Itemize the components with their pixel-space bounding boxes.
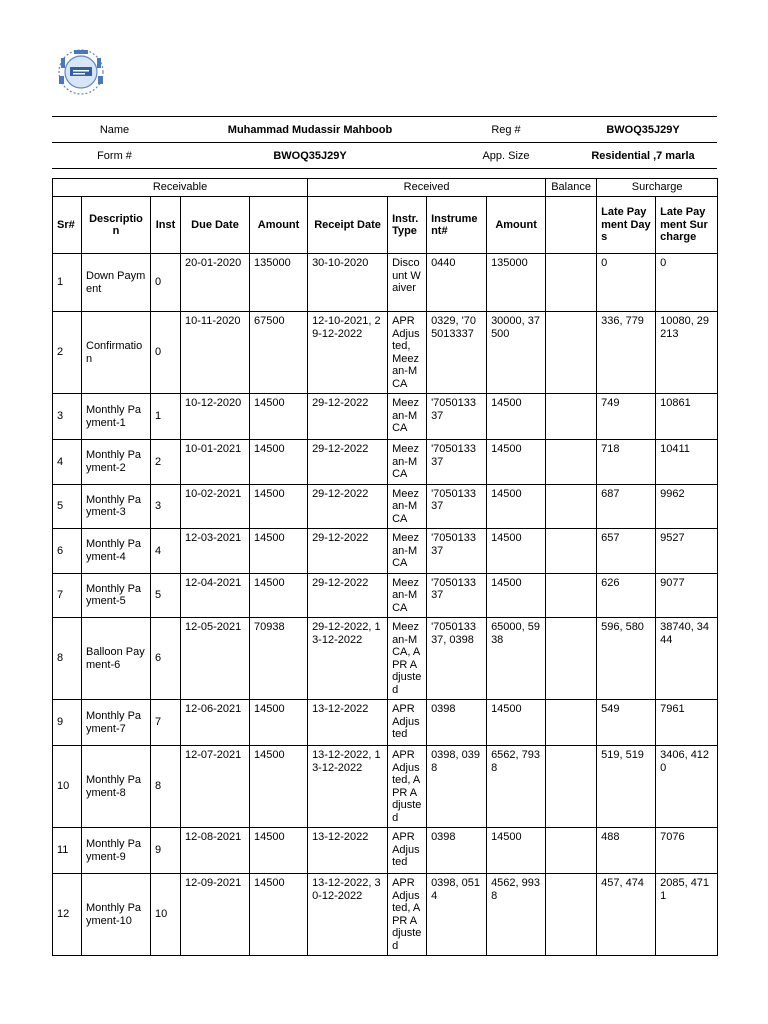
cell-received-amount: 14500: [487, 394, 546, 440]
cell-inst: 0: [151, 254, 181, 312]
cell-instr-type: APR Adjusted: [388, 700, 427, 746]
company-logo: [52, 46, 110, 98]
cell-sr: 7: [53, 573, 82, 618]
cell-description: Confirmation: [82, 312, 151, 394]
cell-sr: 8: [53, 618, 82, 700]
cell-description: Monthly Payment-1: [82, 394, 151, 440]
cell-receipt-date: 13-12-2022: [308, 828, 388, 874]
cell-instrument: '705013337, 0398: [427, 618, 487, 700]
cell-amount: 14500: [250, 484, 308, 529]
cell-instrument: 0329, '705013337: [427, 312, 487, 394]
cell-late-days: 0: [597, 254, 656, 312]
cell-receipt-date: 30-10-2020: [308, 254, 388, 312]
cell-late-days: 596, 580: [597, 618, 656, 700]
cell-received-amount: 14500: [487, 828, 546, 874]
cell-balance: [546, 394, 597, 440]
info-row-form: [52, 143, 717, 169]
cell-instrument: '705013337: [427, 573, 487, 618]
cell-late-surcharge: 9962: [656, 484, 718, 529]
cell-received-amount: 30000, 37500: [487, 312, 546, 394]
cell-receipt-date: 13-12-2022, 30-12-2022: [308, 874, 388, 956]
table-row: [53, 618, 718, 700]
cell-description: Down Payment: [82, 254, 151, 312]
cell-sr: 11: [53, 828, 82, 874]
cell-inst: 9: [151, 828, 181, 874]
cell-instr-type: Meezan-MCA: [388, 529, 427, 574]
cell-description: Monthly Payment-7: [82, 700, 151, 746]
cell-due-date: 12-07-2021: [181, 746, 250, 828]
cell-amount: 14500: [250, 440, 308, 485]
table-row: [53, 529, 718, 574]
cell-due-date: 10-11-2020: [181, 312, 250, 394]
reg-label: Reg #: [443, 117, 569, 143]
cell-instrument: '705013337: [427, 529, 487, 574]
cell-late-days: 457, 474: [597, 874, 656, 956]
cell-due-date: 12-06-2021: [181, 700, 250, 746]
cell-balance: [546, 312, 597, 394]
cell-due-date: 10-01-2021: [181, 440, 250, 485]
cell-late-surcharge: 3406, 4120: [656, 746, 718, 828]
col-instr-type: Instr. Type: [388, 197, 427, 254]
cell-receipt-date: 29-12-2022: [308, 394, 388, 440]
cell-amount: 14500: [250, 700, 308, 746]
cell-receipt-date: 29-12-2022: [308, 529, 388, 574]
cell-inst: 2: [151, 440, 181, 485]
col-due-date: Due Date: [181, 197, 250, 254]
cell-late-surcharge: 10411: [656, 440, 718, 485]
cell-description: Balloon Payment-6: [82, 618, 151, 700]
cell-due-date: 20-01-2020: [181, 254, 250, 312]
cell-instr-type: APR Adjusted, APR Adjusted: [388, 874, 427, 956]
cell-balance: [546, 700, 597, 746]
cell-inst: 4: [151, 529, 181, 574]
cell-description: Monthly Payment-3: [82, 484, 151, 529]
applicant-info: [52, 116, 717, 169]
cell-late-days: 657: [597, 529, 656, 574]
cell-balance: [546, 828, 597, 874]
col-late-days: Late Payment Days: [597, 197, 656, 254]
col-late-surcharge: Late Payment Surcharge: [656, 197, 718, 254]
cell-late-days: 519, 519: [597, 746, 656, 828]
form-label: Form #: [52, 143, 177, 169]
cell-received-amount: 14500: [487, 573, 546, 618]
cell-description: Monthly Payment-4: [82, 529, 151, 574]
cell-sr: 12: [53, 874, 82, 956]
cell-receipt-date: 13-12-2022, 13-12-2022: [308, 746, 388, 828]
cell-balance: [546, 484, 597, 529]
table-row: [53, 484, 718, 529]
cell-description: Monthly Payment-9: [82, 828, 151, 874]
cell-instrument: 0398: [427, 700, 487, 746]
group-balance: Balance: [546, 179, 597, 197]
cell-sr: 9: [53, 700, 82, 746]
table-row: [53, 874, 718, 956]
column-header-row: [53, 197, 718, 254]
cell-instrument: '705013337: [427, 394, 487, 440]
col-instrument: Instrument#: [427, 197, 487, 254]
cell-instr-type: APR Adjusted, APR Adjusted: [388, 746, 427, 828]
cell-receipt-date: 29-12-2022: [308, 440, 388, 485]
cell-inst: 6: [151, 618, 181, 700]
reg-value: BWOQ35J29Y: [569, 117, 717, 143]
col-receipt-date: Receipt Date: [308, 197, 388, 254]
cell-sr: 2: [53, 312, 82, 394]
cell-instr-type: APR Adjusted, Meezan-MCA: [388, 312, 427, 394]
cell-amount: 135000: [250, 254, 308, 312]
cell-late-surcharge: 10080, 29213: [656, 312, 718, 394]
cell-late-surcharge: 2085, 4711: [656, 874, 718, 956]
cell-sr: 5: [53, 484, 82, 529]
group-surcharge: Surcharge: [597, 179, 718, 197]
col-balance: [546, 197, 597, 254]
cell-amount: 67500: [250, 312, 308, 394]
cell-receipt-date: 12-10-2021, 29-12-2022: [308, 312, 388, 394]
group-receivable: Receivable: [53, 179, 308, 197]
cell-received-amount: 6562, 7938: [487, 746, 546, 828]
cell-late-surcharge: 0: [656, 254, 718, 312]
cell-instr-type: APR Adjusted: [388, 828, 427, 874]
cell-balance: [546, 529, 597, 574]
cell-instrument: '705013337: [427, 440, 487, 485]
cell-received-amount: 4562, 9938: [487, 874, 546, 956]
cell-description: Monthly Payment-2: [82, 440, 151, 485]
cell-instr-type: Meezan-MCA: [388, 484, 427, 529]
cell-received-amount: 65000, 5938: [487, 618, 546, 700]
cell-instrument: 0440: [427, 254, 487, 312]
cell-description: Monthly Payment-5: [82, 573, 151, 618]
cell-due-date: 12-04-2021: [181, 573, 250, 618]
cell-late-surcharge: 38740, 3444: [656, 618, 718, 700]
cell-balance: [546, 254, 597, 312]
cell-balance: [546, 746, 597, 828]
cell-instr-type: Meezan-MCA, APR Adjusted: [388, 618, 427, 700]
cell-late-surcharge: 7076: [656, 828, 718, 874]
table-row: [53, 440, 718, 485]
cell-balance: [546, 618, 597, 700]
ledger-body: [53, 254, 718, 956]
cell-late-days: 718: [597, 440, 656, 485]
cell-due-date: 12-09-2021: [181, 874, 250, 956]
cell-instr-type: Meezan-MCA: [388, 440, 427, 485]
col-description: Description: [82, 197, 151, 254]
cell-sr: 1: [53, 254, 82, 312]
cell-instrument: 0398: [427, 828, 487, 874]
cell-late-days: 687: [597, 484, 656, 529]
cell-sr: 10: [53, 746, 82, 828]
cell-due-date: 12-05-2021: [181, 618, 250, 700]
table-row: [53, 700, 718, 746]
cell-instrument: '705013337: [427, 484, 487, 529]
group-header-row: [53, 179, 718, 197]
cell-balance: [546, 874, 597, 956]
cell-late-surcharge: 9077: [656, 573, 718, 618]
cell-late-days: 549: [597, 700, 656, 746]
cell-description: Monthly Payment-10: [82, 874, 151, 956]
cell-receipt-date: 29-12-2022, 13-12-2022: [308, 618, 388, 700]
size-label: App. Size: [443, 143, 569, 169]
name-label: Name: [52, 117, 177, 143]
cell-amount: 70938: [250, 618, 308, 700]
group-received: Received: [308, 179, 546, 197]
cell-sr: 4: [53, 440, 82, 485]
cell-instrument: 0398, 0398: [427, 746, 487, 828]
form-value: BWOQ35J29Y: [177, 143, 443, 169]
cell-description: Monthly Payment-8: [82, 746, 151, 828]
cell-amount: 14500: [250, 746, 308, 828]
name-value: Muhammad Mudassir Mahboob: [177, 117, 443, 143]
cell-late-surcharge: 10861: [656, 394, 718, 440]
col-received-amount: Amount: [487, 197, 546, 254]
cell-due-date: 12-08-2021: [181, 828, 250, 874]
table-row: [53, 828, 718, 874]
cell-due-date: 10-02-2021: [181, 484, 250, 529]
logo-emblem-icon: [52, 46, 110, 98]
cell-late-days: 488: [597, 828, 656, 874]
cell-due-date: 10-12-2020: [181, 394, 250, 440]
cell-late-days: 626: [597, 573, 656, 618]
cell-inst: 8: [151, 746, 181, 828]
cell-sr: 3: [53, 394, 82, 440]
cell-sr: 6: [53, 529, 82, 574]
cell-balance: [546, 440, 597, 485]
cell-inst: 7: [151, 700, 181, 746]
cell-late-surcharge: 9527: [656, 529, 718, 574]
cell-late-surcharge: 7961: [656, 700, 718, 746]
cell-late-days: 336, 779: [597, 312, 656, 394]
cell-inst: 1: [151, 394, 181, 440]
cell-instr-type: Meezan-MCA: [388, 394, 427, 440]
table-row: [53, 254, 718, 312]
cell-instrument: 0398, 0514: [427, 874, 487, 956]
cell-received-amount: 14500: [487, 529, 546, 574]
cell-amount: 14500: [250, 828, 308, 874]
col-sr: Sr#: [53, 197, 82, 254]
table-row: [53, 394, 718, 440]
cell-received-amount: 14500: [487, 484, 546, 529]
table-row: [53, 312, 718, 394]
cell-inst: 3: [151, 484, 181, 529]
cell-amount: 14500: [250, 874, 308, 956]
cell-late-days: 749: [597, 394, 656, 440]
cell-received-amount: 135000: [487, 254, 546, 312]
table-row: [53, 746, 718, 828]
cell-instr-type: Discount Waiver: [388, 254, 427, 312]
cell-instr-type: Meezan-MCA: [388, 573, 427, 618]
cell-received-amount: 14500: [487, 700, 546, 746]
cell-inst: 0: [151, 312, 181, 394]
cell-amount: 14500: [250, 394, 308, 440]
size-value: Residential ,7 marla: [569, 143, 717, 169]
cell-receipt-date: 29-12-2022: [308, 573, 388, 618]
payment-ledger-table: [52, 178, 718, 956]
cell-inst: 10: [151, 874, 181, 956]
cell-receipt-date: 29-12-2022: [308, 484, 388, 529]
cell-amount: 14500: [250, 529, 308, 574]
table-row: [53, 573, 718, 618]
cell-received-amount: 14500: [487, 440, 546, 485]
info-row-name: [52, 117, 717, 143]
cell-receipt-date: 13-12-2022: [308, 700, 388, 746]
cell-inst: 5: [151, 573, 181, 618]
col-inst: Inst: [151, 197, 181, 254]
cell-due-date: 12-03-2021: [181, 529, 250, 574]
cell-amount: 14500: [250, 573, 308, 618]
cell-balance: [546, 573, 597, 618]
col-amount: Amount: [250, 197, 308, 254]
